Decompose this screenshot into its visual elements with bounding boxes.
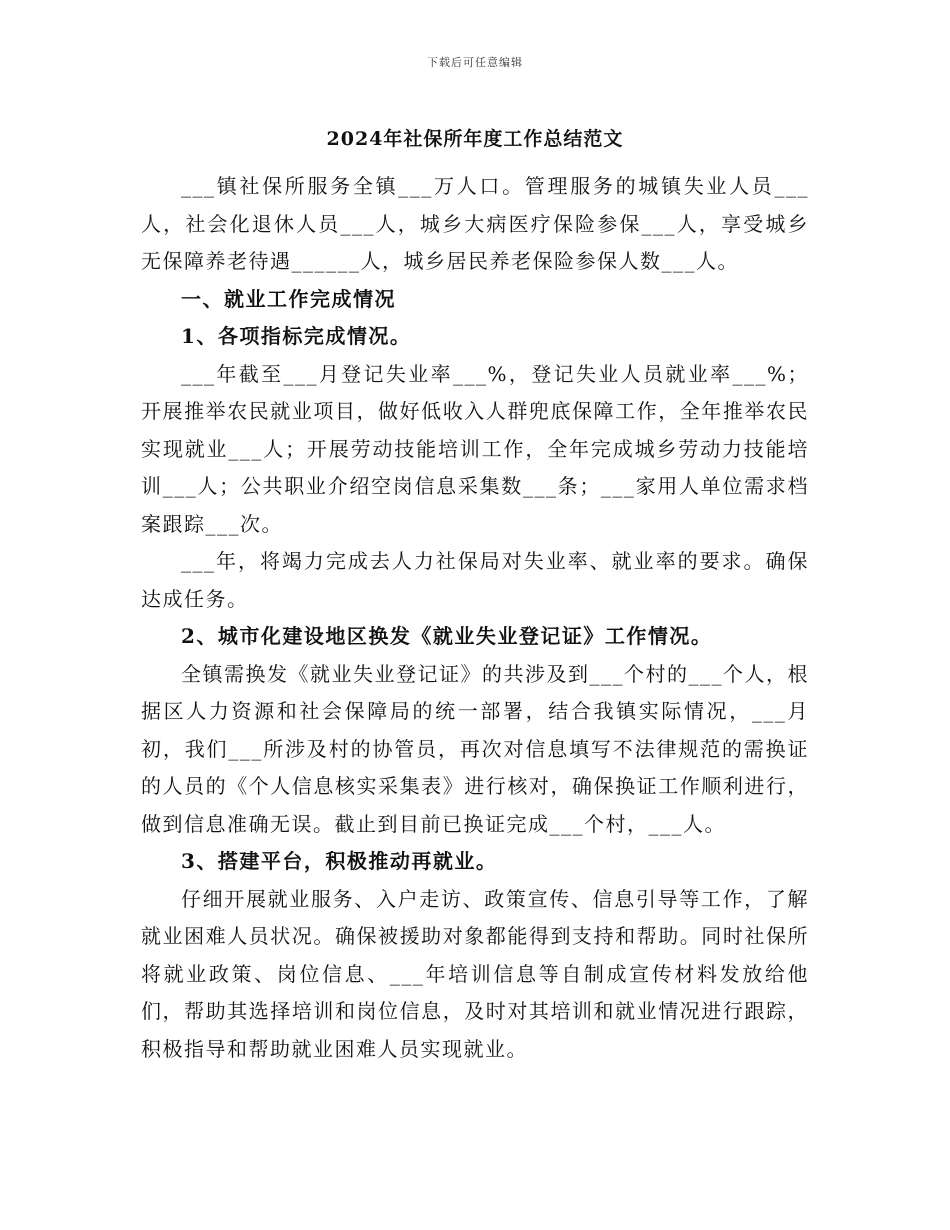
subsection-3-heading: 3、搭建平台，积极推动再就业。	[181, 849, 498, 873]
subsection-1-paragraph-2: ___年，将竭力完成去人力社保局对失业率、就业率的要求。确保达成任务。	[141, 549, 809, 611]
subsection-1-heading: 1、各项指标完成情况。	[181, 324, 412, 348]
section-1-heading: 一、就业工作完成情况	[181, 286, 396, 311]
subsection-3-paragraph: 仔细开展就业服务、入户走访、政策宣传、信息引导等工作，了解就业困难人员状况。确保被援助对象都能得到支持和帮助。同时社保所将就业政策、岗位信息、___年培训信息等自制成宣传材料发放给他们，帮助其选择培训和岗位信息，及时对其培训和就业情况进行跟踪，积极指导和帮助就业困难人员实现就业。	[141, 886, 809, 1061]
subsection-2-paragraph: 全镇需换发《就业失业登记证》的共涉及到___个村的___个人，根据区人力资源和社会保障局的统一部署，结合我镇实际情况，___月初，我们___所涉及村的协管员，再次对信息填写不法律规范的需换证的人员的《个人信息核实采集表》进行核对，确保换证工作顺利进行，做到信息准确无误。截止到目前已换证完成___个村，___人。	[141, 661, 809, 836]
subsection-1-paragraph-1: ___年截至___月登记失业率___%，登记失业人员就业率___%；开展推举农民就业项目，做好低收入人群兜底保障工作，全年推举农民实现就业___人；开展劳动技能培训工作，全年完成城乡劳动力技能培训___人；公共职业介绍空岗信息采集数___条；___家用人单位需求档案跟踪___次。	[141, 361, 809, 536]
intro-paragraph: ___镇社保所服务全镇___万人口。管理服务的城镇失业人员___人，社会化退休人员___人，城乡大病医疗保险参保___人，享受城乡无保障养老待遇______人，城乡居民养老保险参保人数___人。	[141, 174, 809, 273]
document-body	[141, 168, 809, 1068]
subsection-2-heading: 2、城市化建设地区换发《就业失业登记证》工作情况。	[181, 624, 713, 648]
header-note: 下载后可任意编辑	[427, 56, 523, 69]
document-title: 2024年社保所年度工作总结范文	[326, 128, 624, 150]
